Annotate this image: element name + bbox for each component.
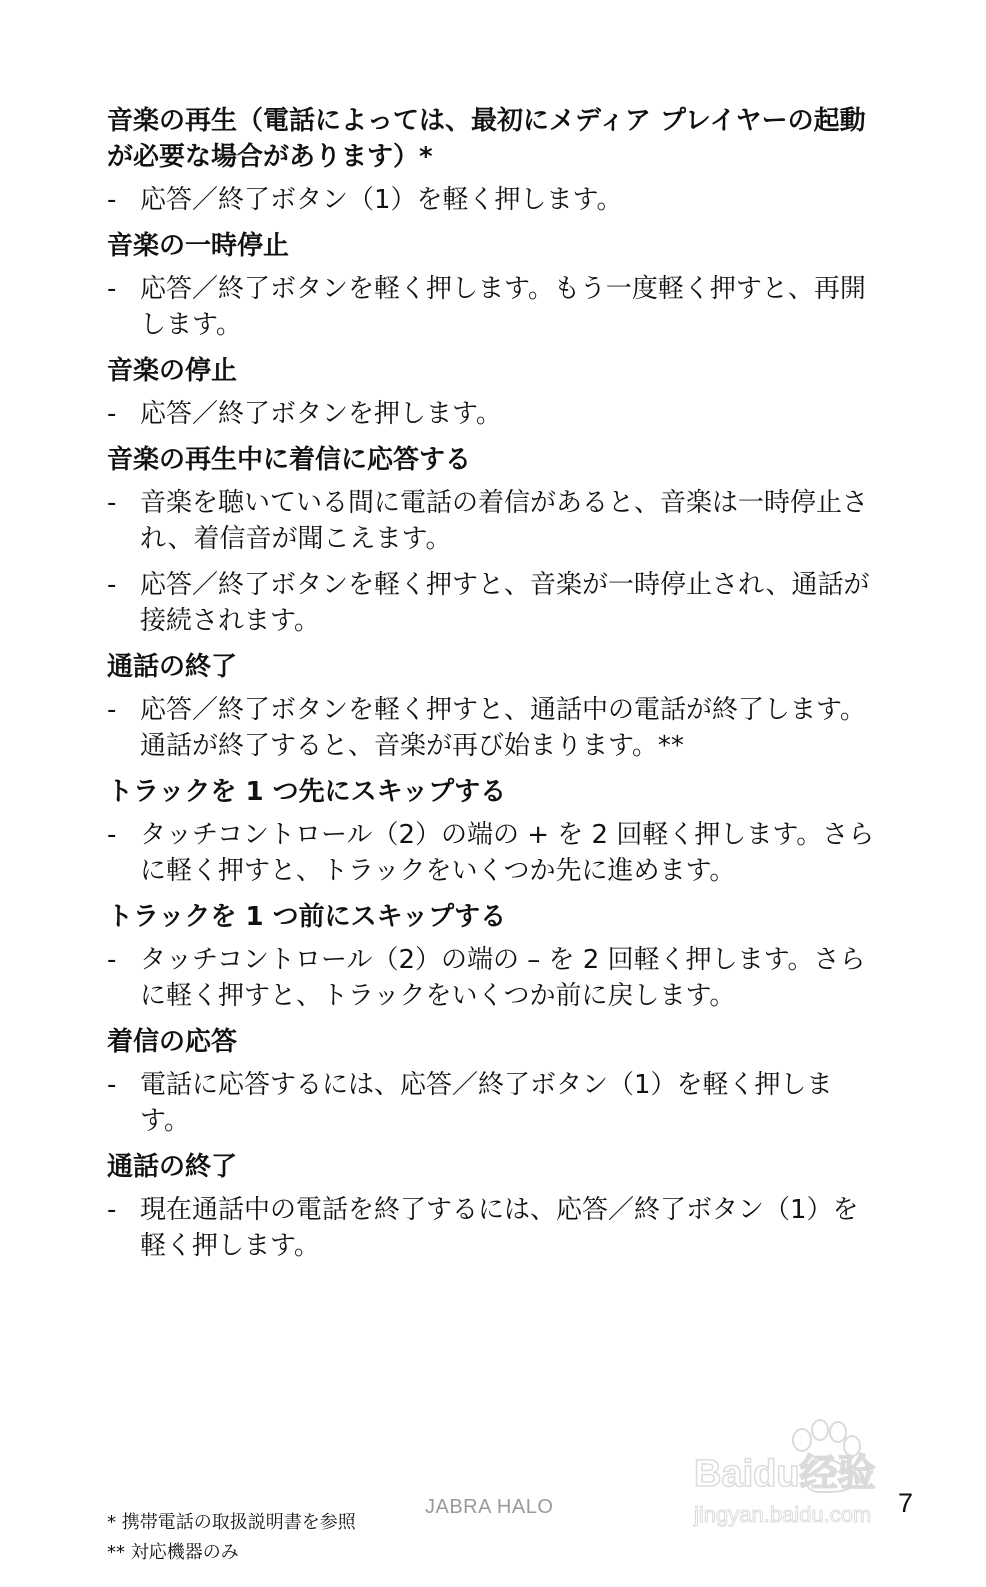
item-text: タッチコントロール（2）の端の – を 2 回軽く押します。さらに軽く押すと、トラックをいくつか前に戻します。 bbox=[140, 945, 866, 1011]
list-item bbox=[107, 271, 877, 343]
bullet-dash: - bbox=[107, 1070, 117, 1100]
footnotes bbox=[107, 1508, 356, 1568]
bullet-dash: - bbox=[107, 695, 117, 725]
section-heading: 音楽の再生（電話によっては、最初にメディア プレイヤーの起動が必要な場合があります）* bbox=[107, 106, 866, 172]
section bbox=[107, 442, 877, 639]
brand-footer: JABRA HALO bbox=[425, 1496, 554, 1518]
section bbox=[107, 649, 877, 764]
item-text: 応答／終了ボタン（1）を軽く押します。 bbox=[140, 185, 623, 215]
page-number: 7 bbox=[898, 1488, 914, 1518]
list-item bbox=[107, 182, 877, 218]
watermark-url: jingyan.baidu.com bbox=[694, 1502, 872, 1527]
item-text: 応答／終了ボタンを押します。 bbox=[140, 399, 502, 429]
item-text: タッチコントロール（2）の端の + を 2 回軽く押します。さらに軽く押すと、トラックをいくつか先に進めます。 bbox=[140, 820, 875, 886]
list-item bbox=[107, 817, 877, 889]
section bbox=[107, 1149, 877, 1264]
section-heading: 音楽の一時停止 bbox=[107, 231, 290, 261]
list-item bbox=[107, 485, 877, 557]
list-item bbox=[107, 567, 877, 639]
list-item bbox=[107, 1192, 877, 1264]
section-heading: トラックを 1 つ先にスキップする bbox=[107, 777, 507, 807]
bullet-dash: - bbox=[107, 820, 117, 850]
item-text: 応答／終了ボタンを軽く押すと、通話中の電話が終了します。通話が終了すると、音楽が再び始まります。** bbox=[140, 695, 866, 761]
section-heading: 通話の終了 bbox=[107, 1152, 238, 1182]
bullet-dash: - bbox=[107, 274, 117, 304]
section bbox=[107, 899, 877, 1014]
item-text: 応答／終了ボタンを軽く押すと、音楽が一時停止され、通話が接続されます。 bbox=[140, 570, 870, 636]
document-body bbox=[107, 103, 877, 1274]
baidu-watermark-icon bbox=[692, 1418, 917, 1533]
section bbox=[107, 228, 877, 343]
watermark-text: Baidu经验 bbox=[694, 1453, 876, 1495]
section bbox=[107, 1024, 877, 1139]
section bbox=[107, 103, 877, 218]
bullet-dash: - bbox=[107, 1195, 117, 1225]
footnote: ** 対応機器のみ bbox=[107, 1542, 239, 1563]
bullet-dash: - bbox=[107, 945, 117, 975]
item-text: 応答／終了ボタンを軽く押します。もう一度軽く押すと、再開します。 bbox=[140, 274, 866, 340]
list-item bbox=[107, 692, 877, 764]
section-heading: 音楽の再生中に着信に応答する bbox=[107, 445, 472, 475]
bullet-dash: - bbox=[107, 488, 117, 518]
list-item bbox=[107, 1067, 877, 1139]
item-text: 音楽を聴いている間に電話の着信があると、音楽は一時停止され、着信音が聞こえます。 bbox=[140, 488, 869, 554]
section-heading: 通話の終了 bbox=[107, 652, 238, 682]
item-text: 現在通話中の電話を終了するには、応答／終了ボタン（1）を軽く押します。 bbox=[140, 1195, 859, 1261]
section bbox=[107, 353, 877, 432]
bullet-dash: - bbox=[107, 185, 117, 215]
section-heading: トラックを 1 つ前にスキップする bbox=[107, 902, 507, 932]
section-heading: 音楽の停止 bbox=[107, 356, 238, 386]
section bbox=[107, 774, 877, 889]
list-item bbox=[107, 396, 877, 432]
bullet-dash: - bbox=[107, 399, 117, 429]
bullet-dash: - bbox=[107, 570, 117, 600]
list-item bbox=[107, 942, 877, 1014]
section-heading: 着信の応答 bbox=[107, 1027, 238, 1057]
item-text: 電話に応答するには、応答／終了ボタン（1）を軽く押します。 bbox=[140, 1070, 833, 1136]
footnote: * 携帯電話の取扱説明書を参照 bbox=[107, 1512, 356, 1533]
